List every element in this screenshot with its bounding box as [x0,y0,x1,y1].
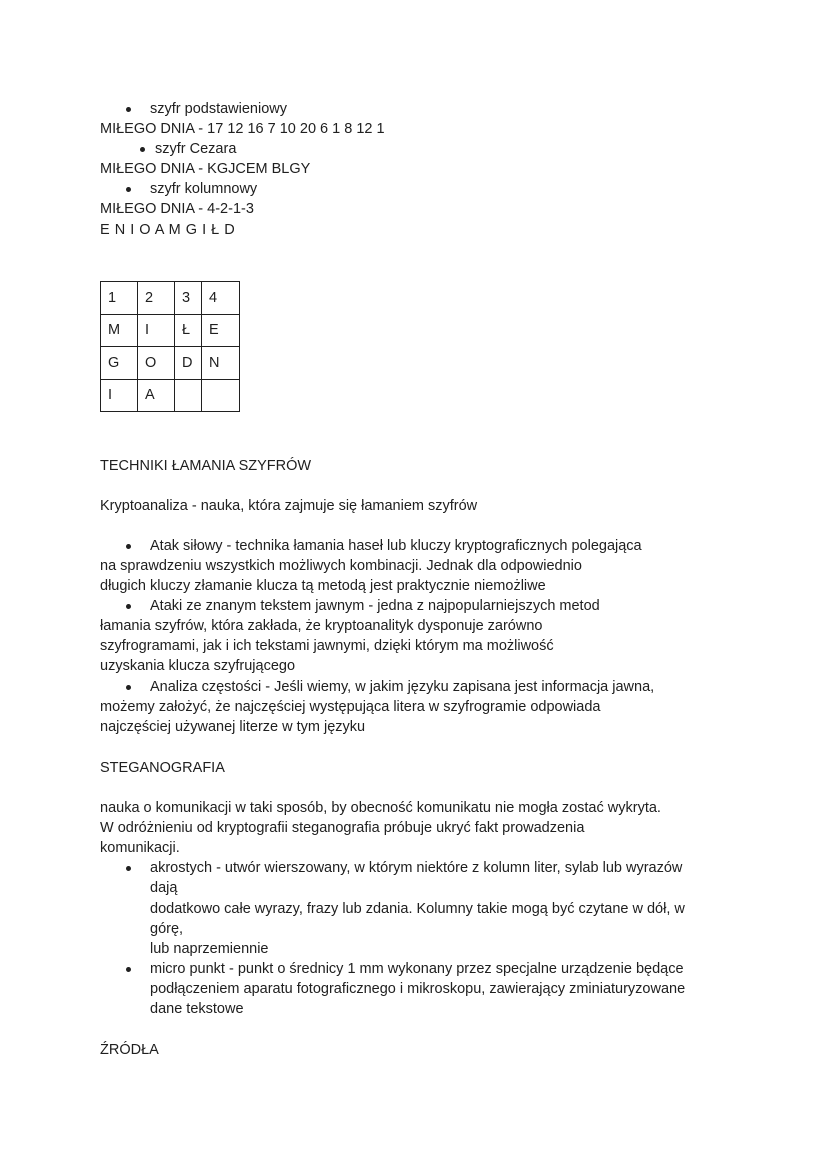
sources-heading: ŹRÓDŁA [100,1042,159,1058]
table-cell: 3 [175,282,202,315]
bullet-icon [126,685,131,690]
table-row [101,347,240,380]
frequency-analysis-line-2: możemy założyć, że najczęściej występująca litera w szyfrogramie odpowiada [100,699,601,715]
substitution-cipher-label: szyfr podstawieniowy [150,101,287,117]
frequency-analysis-line-3: najczęściej używanej literze w tym języku [100,719,366,735]
cryptanalysis-definition: Kryptoanaliza - nauka, która zajmuje się łamaniem szyfrów [100,498,478,514]
frequency-analysis-line-1: Analiza częstości - Jeśli wiemy, w jakim języku zapisana jest informacja jawna, [150,679,655,695]
known-plaintext-line-3: szyfrogramami, jak i ich tekstami jawnymi, dzięki którym ma możliwość [100,638,554,654]
table-cell: I [138,314,175,347]
table-cell: I [101,379,138,412]
microdot-line-1: micro punkt - punkt o średnicy 1 mm wykonany przez specjalne urządzenie będące [150,961,684,977]
steganography-intro-line-1: nauka o komunikacji w taki sposób, by obecność komunikatu nie mogła zostać wykryta. [100,800,661,816]
brute-force-line-2: na sprawdzeniu wszystkich możliwych kombinacji. Jednak dla odpowiednio [100,558,582,574]
table-cell: 1 [101,282,138,315]
bullet-icon [140,147,145,152]
bullet-icon [126,866,131,871]
table-cell: E [202,314,240,347]
acrostic-line-2: dają [150,880,178,896]
bullet-icon [126,187,131,192]
table-cell: M [101,314,138,347]
bullet-icon [126,107,131,112]
table-cell: D [175,347,202,380]
table-cell: 2 [138,282,175,315]
table-row [101,314,240,347]
caesar-cipher-label: szyfr Cezara [155,141,237,157]
columnar-cipher-result: E N I O A M G I Ł D [100,222,236,238]
table-row [101,282,240,315]
table-cell: Ł [175,314,202,347]
caesar-cipher-example: MIŁEGO DNIA - KGJCEM BLGY [100,161,311,177]
columnar-cipher-label: szyfr kolumnowy [150,181,258,197]
bullet-icon [126,544,131,549]
columnar-cipher-table [100,281,240,412]
table-cell: O [138,347,175,380]
acrostic-line-1: akrostych - utwór wierszowany, w którym niektóre z kolumn liter, sylab lub wyrazów [150,860,683,876]
acrostic-line-3: dodatkowo całe wyrazy, frazy lub zdania. Kolumny takie mogą być czytane w dół, w [150,901,685,917]
microdot-line-3: dane tekstowe [150,1001,244,1017]
steganography-intro-line-2: W odróżnieniu od kryptografii steganografia próbuje ukryć fakt prowadzenia [100,820,585,836]
techniques-heading: TECHNIKI ŁAMANIA SZYFRÓW [100,458,312,474]
table-cell: 4 [202,282,240,315]
table-cell: A [138,379,175,412]
brute-force-line-1: Atak siłowy - technika łamania haseł lub kluczy kryptograficznych polegająca [150,538,642,554]
known-plaintext-line-4: uzyskania klucza szyfrującego [100,658,296,674]
known-plaintext-line-1: Ataki ze znanym tekstem jawnym - jedna z najpopularniejszych metod [150,598,600,614]
acrostic-line-5: lub naprzemiennie [150,941,269,957]
columnar-cipher-example: MIŁEGO DNIA - 4-2-1-3 [100,201,254,217]
table-cell: N [202,347,240,380]
table-row [101,379,240,412]
table-cell: G [101,347,138,380]
steganography-heading: STEGANOGRAFIA [100,760,225,776]
acrostic-line-4: górę, [150,921,184,937]
known-plaintext-line-2: łamania szyfrów, która zakłada, że kryptoanalityk dysponuje zarówno [100,618,543,634]
table-cell [175,379,202,412]
brute-force-line-3: długich kluczy złamanie klucza tą metodą jest praktycznie niemożliwe [100,578,546,594]
table-cell [202,379,240,412]
bullet-icon [126,967,131,972]
microdot-line-2: podłączeniem aparatu fotograficznego i mikroskopu, zawierający zminiaturyzowane [150,981,686,997]
substitution-cipher-example: MIŁEGO DNIA - 17 12 16 7 10 20 6 1 8 12 1 [100,121,385,137]
steganography-intro-line-3: komunikacji. [100,840,180,856]
bullet-icon [126,604,131,609]
